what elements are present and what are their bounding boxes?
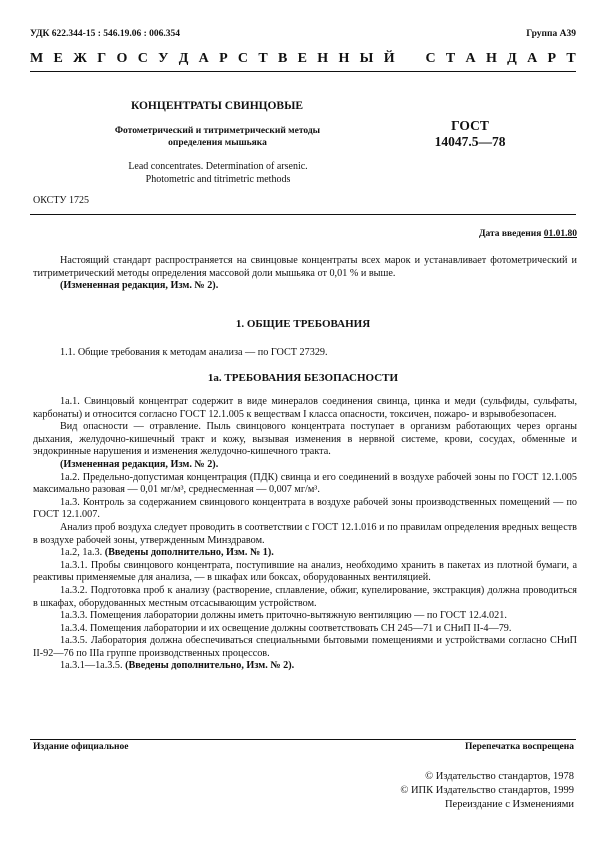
banner-letter: Й	[383, 51, 395, 66]
banner-letter: Н	[338, 51, 350, 66]
banner-letter: С	[137, 51, 148, 66]
banner-letter: Е	[53, 51, 63, 66]
banner-letter: М	[30, 51, 44, 66]
gost-code: 14047.5—78	[434, 134, 506, 149]
clause-1a-1: 1а.1. Свинцовый концентрат содержит в виде минералов соединения свинца, цинка и меди (сульфиды, сульфаты, карбонаты) и относится согласно ГОСТ 12.1.005 к веществам I класса опасности, токсичен, пожаро- и взрывобезопасен.	[33, 396, 577, 420]
clause-1a-3-4: 1а.3.4. Помещения лаборатории и их освещение должны соответствовать СН 245—71 и СНиП II-4—79.	[60, 622, 512, 634]
banner-letter: Д	[178, 51, 189, 66]
header-line	[30, 29, 576, 39]
banner-letter: У	[158, 51, 169, 66]
document-title: КОНЦЕНТРАТЫ СВИНЦОВЫЕ	[130, 100, 304, 112]
banner-letter: А	[465, 51, 476, 66]
air-analysis-paragraph: Анализ проб воздуха следует проводить в соответствии с ГОСТ 12.1.016 и по правилам определения вредных веществ в воздухе рабочей зоны, утвержденным Минздравом.	[33, 521, 577, 546]
banner-letter: А	[527, 51, 538, 66]
official-edition-label: Издание официальное	[33, 742, 129, 752]
reprint-prohibited-label: Перепечатка воспрещена	[464, 742, 574, 752]
clause-1a-3-1-3-5-note	[33, 660, 577, 673]
clause-1a-2-3-note	[33, 547, 577, 560]
gost-label: ГОСТ	[451, 118, 489, 133]
english-title-line-1: Lead concentrates. Determination of arsenic.	[128, 161, 308, 172]
copyright-block	[314, 770, 574, 812]
group-code: Группа А39	[526, 29, 576, 39]
banner-letter: Д	[507, 51, 517, 66]
copyright-line-2: © ИПК Издательство стандартов, 1999	[400, 785, 574, 796]
effective-date-value: 01.01.80	[543, 229, 577, 239]
banner-letter: О	[116, 51, 128, 66]
intro-paragraph	[33, 255, 577, 293]
banner-letter: Т	[258, 51, 268, 66]
intro-amendment-note: (Измененная редакция, Изм. № 2).	[60, 280, 219, 292]
note-lead: 1а.3.1—1а.3.5.	[60, 660, 123, 672]
banner-letter: Н	[317, 51, 329, 66]
banner-letter: С	[425, 51, 436, 66]
english-title	[110, 160, 326, 186]
banner-letter: Е	[297, 51, 307, 66]
banner-letter: А	[198, 51, 209, 66]
copyright-line-1: © Издательство стандартов, 1978	[425, 771, 574, 782]
banner-letter: Р	[219, 51, 228, 66]
banner-letter: Т	[445, 51, 456, 66]
section-1-heading: 1. ОБЩИЕ ТРЕБОВАНИЯ	[235, 318, 371, 330]
banner-letter: Т	[566, 51, 576, 66]
clause-1a-2: 1а.2. Предельно-допустимая концентрация (ПДК) свинца и его соединений в воздухе рабочей зоны по ГОСТ 12.1.005 максимально разовая — 0,01 мг/м³, среднесменная — 0,007 мг/м³.	[33, 471, 577, 496]
clause-1a-3-5: 1а.3.5. Лаборатория должна обеспечиваться специальными бытовыми помещениями и устройствами согласно СНиП II-92—76 по IIIа группе производственных процессов.	[33, 635, 577, 659]
effective-date-label: Дата введения	[478, 229, 542, 239]
banner-letter: Р	[547, 51, 557, 66]
banner-letter: В	[277, 51, 288, 66]
clause-1a-3: 1а.3. Контроль за содержанием свинцового концентрата в воздухе рабочей зоны производственных помещений — по ГОСТ 12.1.007.	[33, 496, 577, 521]
banner-letter: Ж	[73, 51, 87, 66]
section-1-body	[33, 347, 577, 360]
section-1a-heading: 1а. ТРЕБОВАНИЯ БЕЗОПАСНОСТИ	[207, 372, 399, 384]
note-text: (Введены дополнительно, Изм. № 1).	[104, 547, 274, 559]
banner-letter: Н	[485, 51, 497, 66]
clause-1-1: 1.1. Общие требования к методам анализа — по ГОСТ 27329.	[60, 347, 328, 358]
gost-number	[420, 118, 520, 150]
document-subtitle	[80, 125, 355, 149]
banner-letter: Г	[97, 51, 107, 66]
banner-letter: С	[237, 51, 249, 66]
section-1a-body	[33, 396, 577, 673]
banner-letter: Ы	[359, 51, 374, 66]
english-title-line-2: Photometric and titrimetric methods	[145, 174, 291, 185]
title-rule	[30, 214, 576, 215]
note-text: (Введены дополнительно, Изм. № 2).	[125, 660, 295, 672]
intro-text: Настоящий стандарт распространяется на свинцовые концентраты всех марок и устанавливает фотометрический и титриметрический методы определения массовой доли мышьяка от 0,01 % и выше.	[33, 255, 577, 279]
clause-1a-3-3: 1а.3.3. Помещения лаборатории должны иметь приточно-вытяжную вентиляцию — по ГОСТ 12.4.021.	[60, 610, 507, 622]
hazard-paragraph: Вид опасности — отравление. Пыль свинцового концентрата поступает в организм работающих через органы дыхания, желудочно-кишечный тракт и кожу, вызывая изменения в нервной системе, крови, сосудах, обменные и эндокринные нарушения и изменения желудочно-кишечного тракта.	[33, 421, 577, 458]
interstate-standard-banner	[30, 51, 576, 67]
clause-1a-3-2: 1а.3.2. Подготовка проб к анализу (растворение, сплавление, обжиг, купелирование, экстракция) должна проводиться в шкафах, оборудованных местным отсасывающим устройством.	[33, 584, 577, 609]
subtitle-line-1: Фотометрический и титриметрический методы	[114, 126, 321, 136]
oksty-code: ОКСТУ 1725	[33, 195, 90, 206]
hazard-amendment-note: (Измененная редакция, Изм. № 2).	[60, 458, 219, 470]
clause-1a-3-1: 1а.3.1. Пробы свинцового концентрата, поступившие на анализ, необходимо хранить в пакетах из плотной бумаги, а реактивы применяемые для анализа, — в шкафах или боксах, оборудованных вентиляцией.	[33, 559, 577, 584]
header-rule	[30, 71, 576, 72]
subtitle-line-2: определения мышьяка	[168, 138, 267, 148]
effective-date	[479, 229, 577, 239]
reissue-note: Переиздание с Изменениями	[444, 799, 574, 810]
note-lead: 1а.2, 1а.3.	[60, 547, 103, 559]
footer-rule	[30, 739, 576, 740]
udk-code: УДК 622.344-15 : 546.19.06 : 006.354	[30, 29, 181, 39]
